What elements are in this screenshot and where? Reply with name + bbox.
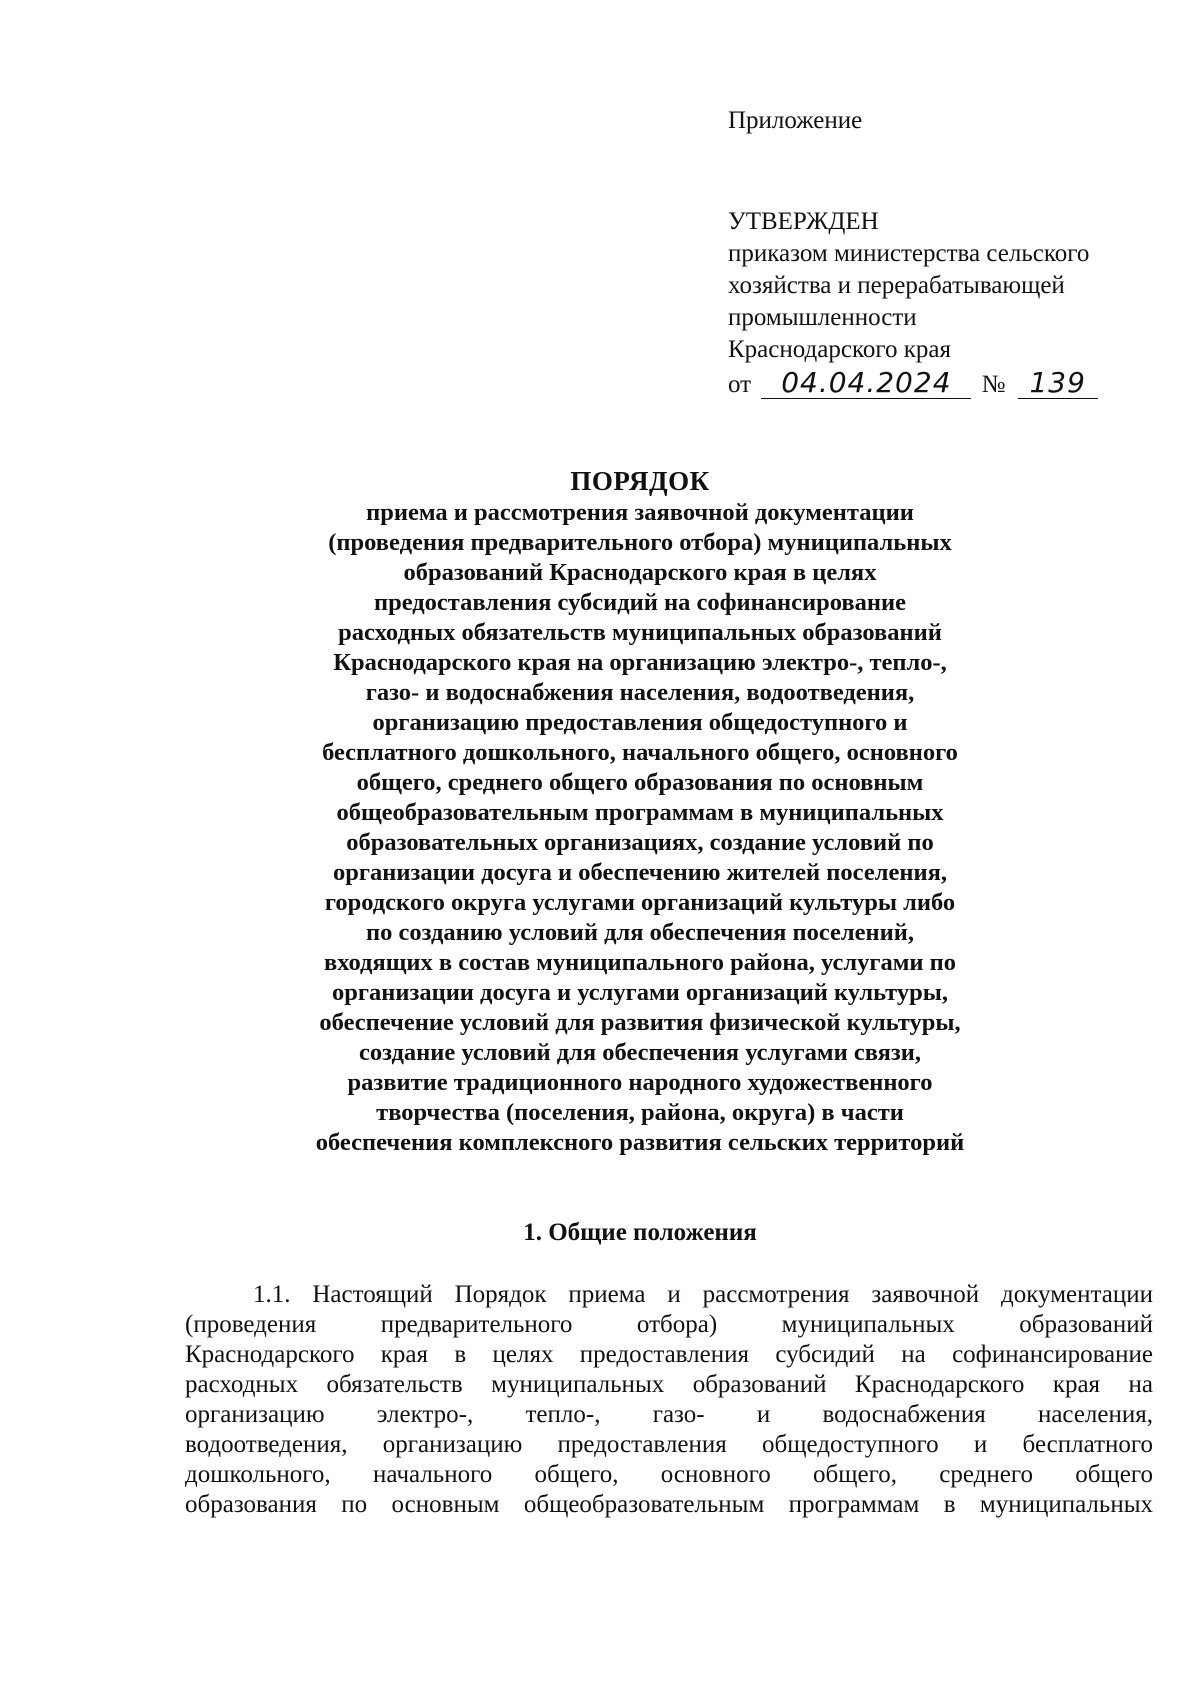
subtitle-line: обеспечение условий для развития физической культуры, [319,1009,961,1036]
approval-block [728,206,1098,401]
paragraph-line: Краснодарского края в целях предоставления субсидий на софинансирование [185,1341,1153,1368]
approved-by-line-2: хозяйства и перерабатывающей [728,272,1065,299]
document-title: ПОРЯДОК [570,466,710,496]
subtitle-line: расходных обязательств муниципальных образований [338,619,942,646]
approved-by-line-3: промышленности [728,304,917,331]
subtitle-line: общего, среднего общего образования по основным [356,769,924,796]
subtitle-line: по созданию условий для обеспечения поселений, [365,919,915,946]
subtitle-line: (проведения предварительного отбора) муниципальных [328,529,952,556]
paragraph-line: организацию электро-, тепло-, газо- и водоснабжения населения, [185,1401,1153,1428]
paragraph-line: 1.1. Настоящий Порядок приема и рассмотрения заявочной документации [253,1281,1153,1308]
subtitle-line: городского округа услугами организаций культуры либо [324,889,956,916]
approved-label: УТВЕРЖДЕН [728,208,879,235]
subtitle-line: Краснодарского края на организацию электро-, тепло-, [333,649,947,676]
subtitle-line: предоставления субсидий на софинансирование [373,589,906,616]
subtitle-line: приема и рассмотрения заявочной документации [366,499,914,526]
approved-by-line-4: Краснодарского края [728,336,951,363]
subtitle-line: газо- и водоснабжения населения, водоотведения, [365,679,915,706]
paragraph-line: расходных обязательств муниципальных образований Краснодарского края на [185,1371,1153,1398]
section-heading: 1. Общие положения [523,1219,757,1246]
appendix-label: Приложение [728,107,863,134]
subtitle-line: организации досуга и обеспечению жителей поселения, [333,859,947,886]
paragraph-line: водоотведения, организацию предоставления общедоступного и бесплатного [185,1431,1153,1458]
document-subtitle [260,498,1020,1158]
document-title-block [260,464,1020,1158]
from-prefix: от [728,371,752,398]
subtitle-line: обеспечения комплексного развития сельских территорий [315,1129,965,1156]
subtitle-line: входящих в состав муниципального района, услугами по [323,949,957,976]
section-paragraph [185,1280,1153,1520]
order-date: 04.04.2024 [761,368,971,399]
subtitle-line: творчества (поселения, района, округа) в части [376,1099,904,1126]
order-date-number [728,368,1098,401]
subtitle-line: организации досуга и услугами организаций культуры, [332,979,948,1006]
subtitle-line: организацию предоставления общедоступного и [372,709,908,736]
order-number: 139 [1018,368,1098,399]
subtitle-line: общеобразовательным программам в муниципальных [336,799,944,826]
number-sign: № [981,371,1006,398]
subtitle-line: развитие традиционного народного художественного [347,1069,933,1096]
subtitle-line: бесплатного дошкольного, начального общего, основного [322,739,958,766]
paragraph-line: образования по основным общеобразовательным программам в муниципальных [185,1491,1153,1518]
paragraph-line: (проведения предварительного отбора) муниципальных образований [185,1311,1153,1338]
approved-by-line-1: приказом министерства сельского [728,240,1090,267]
subtitle-line: образований Краснодарского края в целях [403,559,877,586]
subtitle-line: образовательных организациях, создание условий по [346,829,934,856]
paragraph-line: дошкольного, начального общего, основного общего, среднего общего [185,1461,1153,1488]
subtitle-line: создание условий для обеспечения услугами связи, [359,1039,921,1066]
